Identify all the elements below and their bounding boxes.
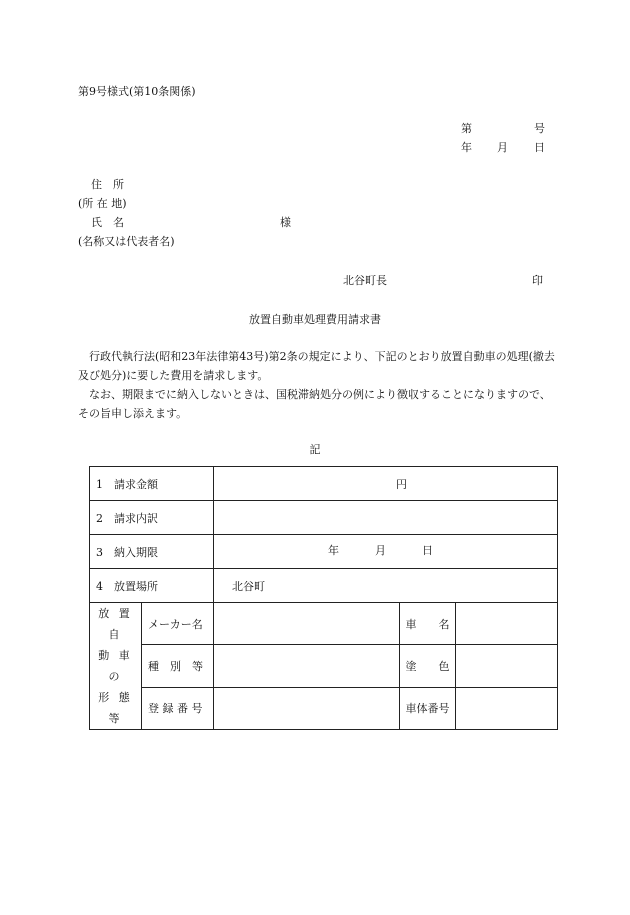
name-label: 氏 名 [91,216,124,229]
yen-unit: 円 [396,477,407,491]
doc-number-dai: 第 [461,122,472,135]
body-paragraph-2: なお、期限までに納入しないときは、国税滞納処分の例により徴収することになりますので、その旨申し添えます。 [78,388,551,420]
doc-number-go: 号 [534,122,545,135]
breakdown-label: 2 請求内訳 [90,501,214,535]
body-number-value [456,687,558,729]
ki-heading: 記 [309,443,321,456]
vehicle-group-label [90,603,142,730]
deadline-value [214,535,558,569]
issuer-name: 北谷町長 [343,274,387,287]
color-value [456,645,558,687]
date-year: 年 [461,141,472,154]
location-value: 北谷町 [214,569,558,603]
table-row-vehicle-maker [90,603,558,645]
table-row-vehicle-registration [90,687,558,729]
table-row-location [90,569,558,603]
amount-value [214,467,558,501]
seal-mark: 印 [532,274,543,287]
vehicle-group-line-2: 動 車 の [98,649,133,683]
table-row-deadline [90,535,558,569]
body-text [78,347,558,423]
vehicle-group-line-3: 形 態 等 [98,691,133,725]
deadline-day: 日 [422,544,433,557]
claim-table [89,466,558,730]
amount-label: 1 請求金額 [90,467,214,501]
vehicle-group-line-1: 放 置 自 [98,607,133,641]
table-row-breakdown [90,501,558,535]
location-label: (所 在 地) [78,197,127,210]
car-name-value [456,603,558,645]
address-label: 住 所 [91,178,124,191]
registration-value [214,687,400,729]
registration-label: 登 録 番 号 [142,687,214,729]
deadline-month: 月 [375,544,386,557]
date-month: 月 [497,141,508,154]
document-title: 放置自動車処理費用請求書 [249,313,381,326]
table-row-vehicle-type [90,645,558,687]
table-row-amount [90,467,558,501]
car-name-label: 車 名 [400,603,456,645]
breakdown-value [214,501,558,535]
body-number-label: 車体番号 [400,687,456,729]
type-label: 種 別 等 [142,645,214,687]
body-paragraph-1: 行政代執行法(昭和23年法律第43号)第2条の規定により、下記のとおり放置自動車の処理(撤去及び処分)に要した費用を請求します。 [78,350,555,382]
maker-value [214,603,400,645]
type-value [214,645,400,687]
deadline-label: 3 納入期限 [90,535,214,569]
date-day: 日 [534,141,545,154]
deadline-year: 年 [328,544,339,557]
representative-label: (名称又は代表者名) [78,235,175,248]
location-field-label: 4 放置場所 [90,569,214,603]
maker-label: メーカー名 [142,603,214,645]
color-label: 塗 色 [400,645,456,687]
form-number: 第9号様式(第10条関係) [78,85,196,98]
sama-honorific: 様 [280,216,291,229]
